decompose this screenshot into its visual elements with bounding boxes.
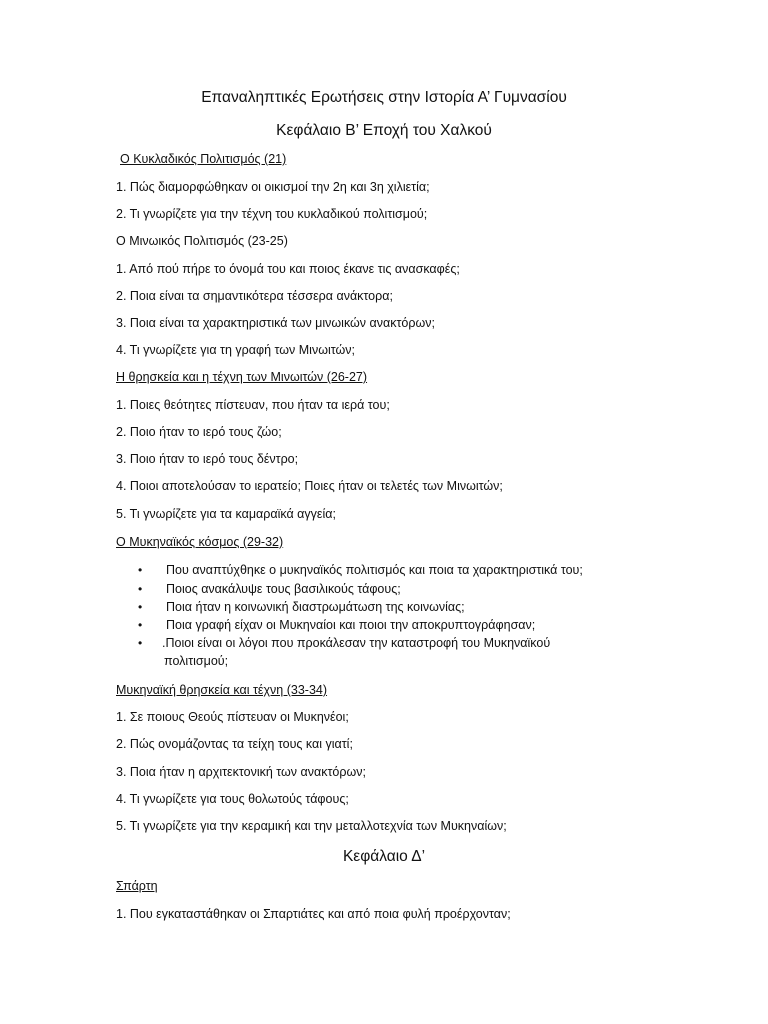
- question-item: 3. Ποια ήταν η αρχιτεκτονική των ανακτόρων;: [116, 765, 366, 779]
- section-heading-sparta: Σπάρτη: [116, 879, 158, 893]
- document-title: Επαναληπτικές Ερωτήσεις στην Ιστορία Α’ Γυμνασίου: [201, 89, 567, 106]
- bullet-text: Ποια ήταν η κοινωνική διαστρωμάτωση της κοινωνίας;: [166, 600, 465, 614]
- chapter-subtitle: Κεφάλαιο Β’ Εποχή του Χαλκού: [276, 122, 492, 139]
- question-item: 1. Που εγκαταστάθηκαν οι Σπαρτιάτες και από ποια φυλή προέρχονταν;: [116, 907, 511, 921]
- question-item: 3. Ποιο ήταν το ιερό τους δέντρο;: [116, 452, 299, 466]
- question-item: 2. Πώς ονομάζοντας τα τείχη τους και γιατί;: [116, 737, 353, 751]
- question-item: 4. Τι γνωρίζετε για τους θολωτούς τάφους;: [116, 792, 349, 806]
- question-item: 1. Σε ποιους Θεούς πίστευαν οι Μυκηνέοι;: [116, 710, 349, 724]
- bullet-icon: •: [138, 563, 143, 577]
- question-item: 5. Τι γνωρίζετε για τα καμαραϊκά αγγεία;: [116, 507, 336, 521]
- section-heading-minoan: Ο Μινωικός Πολιτισμός (23-25): [116, 234, 288, 248]
- question-item: 2. Ποια είναι τα σημαντικότερα τέσσερα ανάκτορα;: [116, 289, 393, 303]
- section-heading-mycenaean-religion: Μυκηναϊκή θρησκεία και τέχνη (33-34): [116, 683, 328, 697]
- bullet-text: Ποιος ανακάλυψε τους βασιλικούς τάφους;: [166, 582, 401, 596]
- bullet-icon: •: [138, 600, 143, 614]
- question-item: 3. Ποια είναι τα χαρακτηριστικά των μινωικών ανακτόρων;: [116, 316, 435, 330]
- section-heading-mycenaean-world: Ο Μυκηναϊκός κόσμος (29-32): [116, 535, 284, 549]
- question-item: 1. Ποιες θεότητες πίστευαν, που ήταν τα ιερά του;: [116, 398, 390, 412]
- question-item: 2. Τι γνωρίζετε για την τέχνη του κυκλαδικού πολιτισμού;: [116, 207, 428, 221]
- question-item: 2. Ποιο ήταν το ιερό τους ζώο;: [116, 425, 282, 439]
- question-item: 1. Πώς διαμορφώθηκαν οι οικισμοί την 2η και 3η χιλιετία;: [116, 180, 430, 194]
- question-item: 4. Τι γνωρίζετε για τη γραφή των Μινωιτών;: [116, 343, 355, 357]
- bullet-icon: •: [138, 582, 143, 596]
- bullet-text: .Ποιοι είναι οι λόγοι που προκάλεσαν την καταστροφή του Μυκηναϊκού: [162, 636, 551, 650]
- question-item: 4. Ποιοι αποτελούσαν το ιερατείο; Ποιες ήταν οι τελετές των Μινωιτών;: [116, 479, 503, 493]
- bullet-icon: •: [138, 636, 143, 650]
- bullet-continuation: πολιτισμού;: [164, 654, 229, 668]
- chapter-d-title: Κεφάλαιο Δ’: [342, 848, 426, 865]
- section-heading-minoan-religion: Η θρησκεία και η τέχνη των Μινωιτών (26-27): [116, 370, 368, 384]
- question-item: 1. Από πού πήρε το όνομά του και ποιος έκανε τις ανασκαφές;: [116, 262, 460, 276]
- bullet-text: Ποια γραφή είχαν οι Μυκηναίοι και ποιοι την αποκρυπτογράφησαν;: [166, 618, 536, 632]
- section-heading-cycladic: Ο Κυκλαδικός Πολιτισμός (21): [120, 152, 287, 166]
- bullet-text: Που αναπτύχθηκε ο μυκηναϊκός πολιτισμός και ποια τα χαρακτηριστικά του;: [166, 563, 583, 577]
- question-item: 5. Τι γνωρίζετε για την κεραμική και την μεταλλοτεχνία των Μυκηναίων;: [116, 819, 507, 833]
- bullet-icon: •: [138, 618, 143, 632]
